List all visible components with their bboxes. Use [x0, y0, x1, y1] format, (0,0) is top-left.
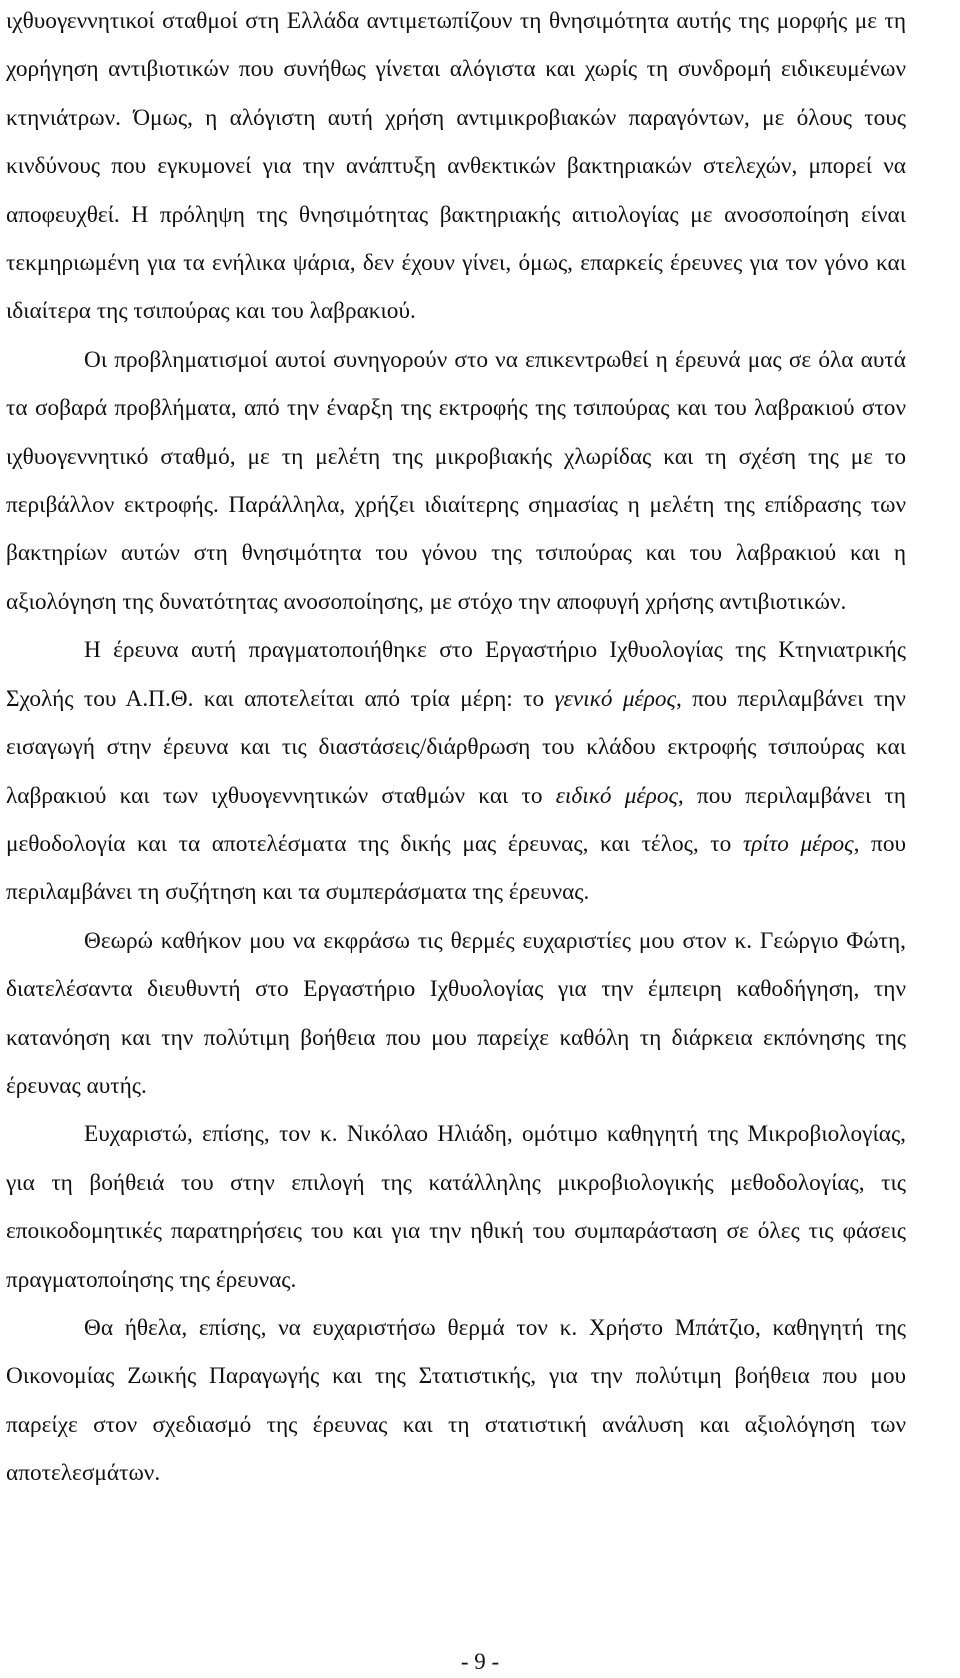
special-part-emphasis: ειδικό μέρος [555, 782, 678, 809]
paragraph-6: Θα ήθελα, επίσης, να ευχαριστήσω θερμά τον κ. Χρήστο Μπάτζιο, καθηγητή της Οικονομίας Ζωικής Παραγωγής και της Στατιστικής, για την πολύτιμη βοήθεια που μου παρείχε στον σχεδιασμό της έρευνας και τη στατιστική ανάλυση και αξιολόγηση των αποτελεσμάτων. [6, 1314, 906, 1487]
page-number: - 9 - [460, 1649, 500, 1674]
paragraph-2: Οι προβληματισμοί αυτοί συνηγορούν στο να επικεντρωθεί η έρευνά μας σε όλα αυτά τα σοβαρά προβλήματα, από την έναρξη της εκτροφής της τσιπούρας και του λαβρακιού στον ιχθυογεννητικό σταθμό, με τη μελέτη της μικροβιακής χλωρίδας και τη σχέση της με το περιβάλλον εκτροφής. Παράλληλα, χρήζει ιδιαίτερης σημασίας η μελέτη της επίδρασης των βακτηρίων αυτών στη θνησιμότητα του γόνου της τσιπούρας και του λαβρακιού και η αξιολόγηση της δυνατότητας ανοσοποίησης, με στόχο την αποφυγή χρήσης αντιβιοτικών. [6, 346, 906, 615]
paragraph-3-text-a: Η έρευνα αυτή πραγματοποιήθηκε στο Εργαστήριο Ιχθυολογίας της Κτηνιατρικής Σχολής του Α.Π.Θ. και αποτελείται από τρία μέρη: το [6, 637, 906, 712]
general-part-emphasis: γενικό μέρος [554, 685, 676, 712]
paragraph-3-text-g: , που περιλαμβάνει τη συζήτηση και τα συμπεράσματα της έρευνας. [6, 830, 906, 906]
paragraph-3-text-c: , που περιλαμβάνει την εισαγωγή στην έρευνα και τις διαστάσεις/διάρθρωση του κλάδου εκτροφής τσιπούρας και λαβρακιού και των ιχθυογεννητικών σταθμών και το [6, 685, 906, 809]
paragraph-3-text-e: , που περιλαμβάνει τη μεθοδολογία και τα αποτελέσματα της δικής μας έρευνας, και τέλος, το [6, 782, 906, 857]
paragraph-3 [6, 626, 906, 916]
body-text [6, 0, 906, 1498]
paragraph-4: Θεωρώ καθήκον μου να εκφράσω τις θερμές ευχαριστίες μου στον κ. Γεώργιο Φώτη, διατελέσαντα διευθυντή στο Εργαστήριο Ιχθυολογίας για την έμπειρη καθοδήγηση, την κατανόηση και την πολύτιμη βοήθεια που μου παρείχε καθόλη τη διάρκεια εκπόνησης της έρευνας αυτής. [6, 927, 906, 1099]
paragraph-1: ιχθυογεννητικοί σταθμοί στη Ελλάδα αντιμετωπίζουν τη θνησιμότητα αυτής της μορφής με τη χορήγηση αντιβιοτικών που συνήθως γίνεται αλόγιστα και χωρίς τη συνδρομή ειδικευμένων κτηνιάτρων. Όμως, η αλόγιστη αυτή χρήση αντιμικροβιακών παραγόντων, με όλους τους κινδύνους που εγκυμονεί για την ανάπτυξη ανθεκτικών βακτηριακών στελεχών, μπορεί να αποφευχθεί. Η πρόληψη της θνησιμότητας βακτηριακής αιτιολογίας με ανοσοποίηση είναι τεκμηριωμένη για τα ενήλικα ψάρια, δεν έχουν γίνει, όμως, επαρκείς έρευνες για τον γόνο και ιδιαίτερα της τσιπούρας και του λαβρακιού. [6, 8, 906, 325]
third-part-emphasis: τρίτο μέρος [742, 830, 854, 857]
paragraph-5: Ευχαριστώ, επίσης, τον κ. Νικόλαο Ηλιάδη, ομότιμο καθηγητή της Μικροβιολογίας, για τη βοήθειά του στην επιλογή της κατάλληλης μικροβιολογικής μεθοδολογίας, τις εποικοδομητικές παρατηρήσεις του και για την ηθική του συμπαράσταση σε όλες τις φάσεις πραγματοποίησης της έρευνας. [6, 1121, 906, 1293]
